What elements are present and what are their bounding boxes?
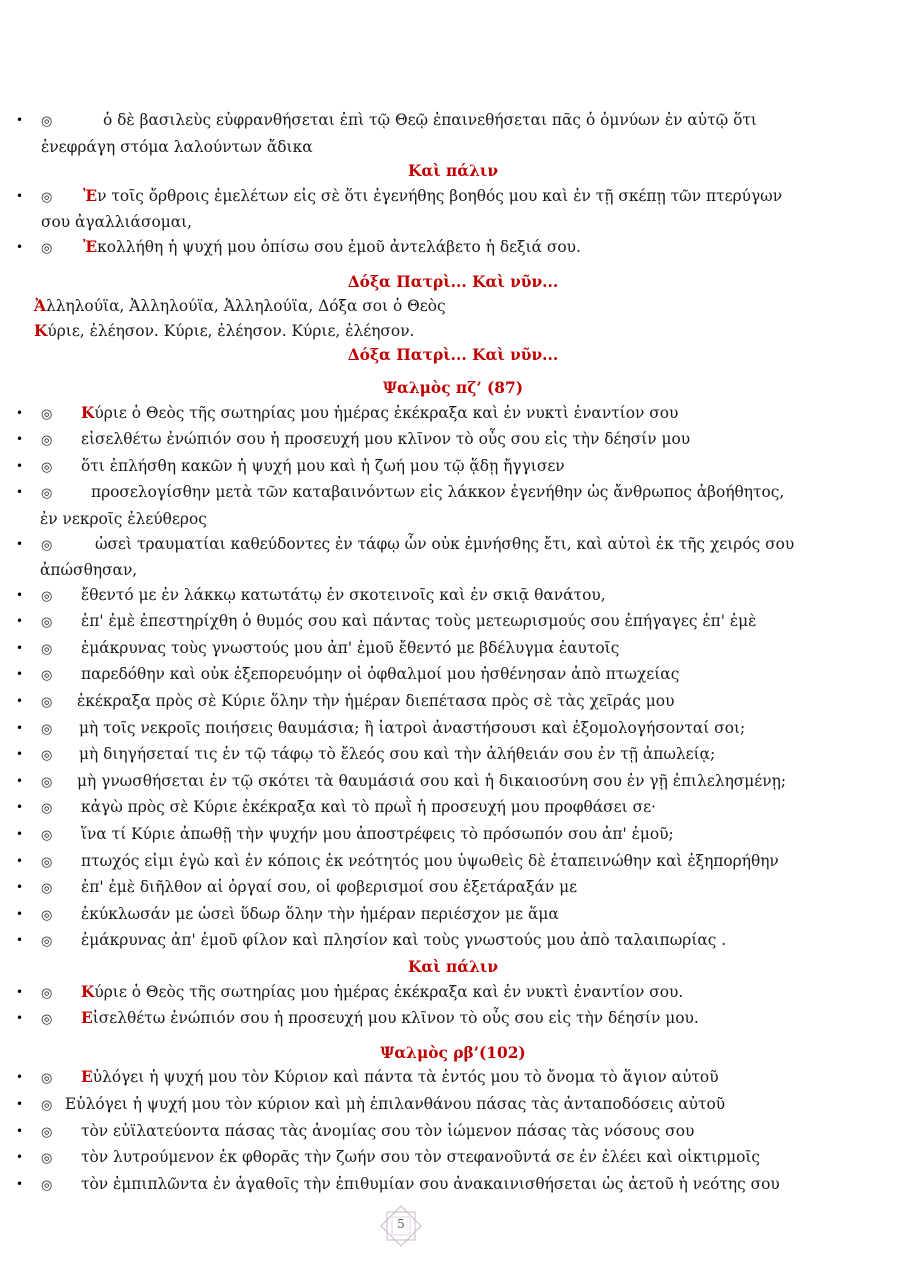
spiral-icon: ◎ [41,1097,53,1113]
drop-letter: Ε [81,1068,93,1087]
verse-text: ἐκέκραξα πρὸς σὲ Κύριε ὅλην τὴν ἡμέραν διεπέτασα πρὸς σὲ τὰς χεῖράς μου [77,692,675,711]
verse-line [0,742,906,769]
verse-text: τὸν ἐμπιπλῶντα ἐν ἀγαθοῖς τὴν ἐπιθυμίαν σου ἀνακαινισθήσεται ὡς ἀετοῦ ἡ νεότης σου [81,1174,780,1193]
verse-line [0,875,906,902]
bullet-icon: • [16,747,24,762]
spiral-icon: ◎ [41,114,53,129]
verse-text: μὴ γνωσθήσεται ἐν τῷ σκότει τὰ θαυμάσιά σου καὶ ἡ δικαιοσύνη σου ἐν γῇ ἐπιλελησμένῃ; [77,771,787,790]
verse-line [0,636,906,663]
verse-text: ἰσελθέτω ἐνώπιόν σου ἡ προσευχή μου κλῖνον τὸ οὖς σου εἰς τὴν δέησίν μου. [92,1009,699,1028]
verse-text: ὐλόγει ἡ ψυχή μου τὸν Κύριον καὶ πάντα τὰ ἐντός μου τὸ ὄνομα τὸ ἅγιον αὐτοῦ [92,1068,719,1087]
verse-text: ύριε ὁ Θεὸς τῆς σωτηρίας μου ἡμέρας ἐκέκραξα καὶ ἐν νυκτὶ ἐναντίον σου. [94,982,684,1001]
spiral-icon: ◎ [41,1177,53,1193]
verse-line [0,662,906,689]
verse-line [0,849,906,876]
verse-line [0,583,906,610]
verse-line [0,1092,906,1119]
bullet-icon: • [16,773,24,788]
spiral-icon: ◎ [41,1071,53,1087]
rubric-kai-palin: Καὶ πάλιν [407,958,499,976]
bullet-icon: • [16,694,24,709]
verse-text: ἐπ' ἐμὲ διῆλθον αἱ ὀργαί σου, οἱ φοβερισμοί σου ἐξετάραξάν με [81,878,578,897]
rubric-doxa-patri: Δόξα Πατρὶ... Καὶ νῦν... [347,272,559,291]
bullet-icon: • [16,1070,24,1085]
spiral-icon: ◎ [41,774,53,790]
verse-line [0,401,906,428]
verse-text: πτωχός εἰμι ἐγὼ καὶ ἐν κόποις ἐκ νεότητός μου ὑψωθεὶς δὲ ἐταπεινώθην καὶ ἐξηπορήθην [81,851,779,870]
verse-text: μὴ τοῖς νεκροῖς ποιήσεις θαυμάσια; ἢ ἰατροὶ ἀναστήσουσι καὶ ἐξομολογήσονταί σοι; [79,718,746,737]
spiral-icon: ◎ [41,748,53,764]
spiral-icon: ◎ [41,486,53,502]
verse-continuation: ἐν νεκροῖς ἐλεύθερος [40,509,207,528]
bullet-icon: • [16,587,24,602]
verse-text: ἐπ' ἐμὲ ἐπεστηρίχθη ὁ θυμός σου καὶ πάντας τοὺς μετεωρισμούς σου ἐπήγαγες ἐπ' ἐμὲ [81,612,757,631]
verse-line [0,928,906,955]
kyrie-eleison-line [0,319,906,344]
verse-line [0,532,906,583]
spiral-icon: ◎ [41,985,53,1001]
document-page [0,108,906,1198]
verse-continuation: σου ἀγαλλιάσομαι, [41,213,193,232]
bullet-icon: • [16,1011,24,1026]
spiral-icon: ◎ [41,189,53,205]
drop-letter: Ἀ [34,297,46,316]
bullet-icon: • [16,405,24,420]
verse-line [0,716,906,743]
spiral-icon: ◎ [41,1012,53,1028]
drop-letter: Ἐ [83,237,98,256]
verse-text: κολλήθη ἡ ψυχή μου ὀπίσω σου ἐμοῦ ἀντελάβετο ἡ δεξιά σου. [97,237,581,256]
verse-text: τὸν εὐϊλατεύοντα πάσας τὰς ἀνομίας σου τὸν ἰώμενον πάσας τὰς νόσους σου [81,1121,695,1140]
spiral-icon: ◎ [41,588,53,604]
drop-letter: Κ [34,321,48,340]
alleluia-line [0,294,906,319]
verse-text: ὡσεὶ τραυματίαι καθεύδοντες ἐν τάφῳ ὧν οὐκ ἐμνήσθης ἔτι, καὶ αὐτοὶ ἐκ τῆς χειρός σου [95,534,795,553]
spiral-icon: ◎ [41,641,53,657]
verse-text: ἔθεντό με ἐν λάκκῳ κατωτάτῳ ἐν σκοτεινοῖς καὶ ἐν σκιᾷ θανάτου, [81,585,606,604]
verse-line [0,1172,906,1199]
verse-line [0,1065,906,1092]
verse-text: κἀγὼ πρὸς σὲ Κύριε ἐκέκραξα καὶ τὸ πρωῒ ἡ προσευχή μου προφθάσει σε· [81,798,656,817]
verse-list-kyrie-o-theos [0,980,906,1033]
spiral-icon: ◎ [41,459,53,475]
verse-text: ἐμάκρυνας τοὺς γνωστούς μου ἀπ' ἐμοῦ ἔθεντό με βδέλυγμα ἑαυτοῖς [81,638,620,657]
bullet-icon: • [16,880,24,895]
verse-line [0,609,906,636]
bullet-icon: • [16,485,24,500]
verse-line [0,1145,906,1172]
verse-text: ἵνα τί Κύριε ἀπωθῇ τὴν ψυχήν μου ἀποστρέφεις τὸ πρόσωπόν σου ἀπ' ἐμοῦ; [81,825,674,844]
spiral-icon: ◎ [41,934,53,950]
spiral-icon: ◎ [41,406,53,422]
drop-letter: Ε [81,1009,93,1028]
bullet-icon: • [16,827,24,842]
alleluia-text: λληλούϊα, Ἀλληλούϊα, Ἀλληλούϊα, Δόξα σοι ὁ Θεὸς [45,297,446,316]
verse-line [0,454,906,481]
spiral-icon: ◎ [41,433,53,449]
spiral-icon: ◎ [41,854,53,870]
verse-list-en-tois-orthrois [0,184,906,262]
spiral-icon: ◎ [41,1151,53,1167]
verse-text: ὁ δὲ βασιλεὺς εὐφρανθήσεται ἐπὶ τῷ Θεῷ ἐπαινεθήσεται πᾶς ὁ ὀμνύων ἐν αὐτῷ ὅτι [103,111,757,129]
verse-line [0,902,906,929]
spiral-icon: ◎ [41,695,53,711]
bullet-icon: • [16,853,24,868]
drop-letter: Κ [81,403,95,422]
spiral-icon: ◎ [41,801,53,817]
kyrie-text: ύριε, ἐλέησον. Κύριε, ἐλέησον. Κύριε, ἐλέησον. [47,321,415,340]
verse-line [0,822,906,849]
bullet-icon: • [16,614,24,629]
verse-text: ν τοῖς ὄρθροις ἐμελέτων εἰς σὲ ὅτι ἐγενήθης βοηθός μου καὶ ἐν τῇ σκέπῃ τῶν πτερύγων [97,186,783,205]
bullet-icon: • [16,432,24,447]
bullet-icon: • [16,667,24,682]
verse-text: τὸν λυτρούμενον ἐκ φθορᾶς τὴν ζωήν σου τὸν στεφανοῦντά σε ἐν ἐλέει καὶ οἰκτιρμοῖς [81,1148,761,1167]
psalm-102-title: Ψαλμὸς ρβ’(102) [380,1043,526,1062]
bullet-icon: • [16,1150,24,1165]
spiral-icon: ◎ [41,828,53,844]
bullet-icon: • [16,984,24,999]
spiral-icon: ◎ [41,881,53,897]
spiral-icon: ◎ [41,240,53,256]
spiral-icon: ◎ [41,537,53,553]
bullet-icon: • [16,933,24,948]
verse-line [0,108,906,159]
bullet-icon: • [16,640,24,655]
verse-line [0,1006,906,1033]
verse-line [0,689,906,716]
verse-line [0,235,906,262]
verse-line [0,795,906,822]
bullet-icon: • [16,458,24,473]
drop-letter: Ἐ [83,186,98,205]
bullet-icon: • [16,239,24,254]
spiral-icon: ◎ [41,615,53,631]
verse-text: ἐκύκλωσάν με ὡσεὶ ὕδωρ ὅλην τὴν ἡμέραν περιέσχον με ἅμα [81,904,559,923]
verse-text: προσελογίσθην μετὰ τῶν καταβαινόντων εἰς λάκκον ἐγενήθην ὡς ἄνθρωπος ἀβοήθητος, [91,483,785,502]
drop-letter: Κ [81,982,95,1001]
verse-list-opening [0,108,906,159]
bullet-icon: • [16,188,24,203]
bullet-icon: • [16,720,24,735]
bullet-icon: • [16,800,24,815]
verse-line [0,427,906,454]
spiral-icon: ◎ [41,721,53,737]
bullet-icon: • [16,906,24,921]
rubric-doxa-patri: Δόξα Πατρὶ... Καὶ νῦν... [347,346,559,365]
verse-line [0,480,906,531]
bullet-icon: • [16,113,24,127]
page-number-ornament [379,1204,423,1248]
bullet-icon: • [16,1096,24,1111]
verse-text: παρεδόθην καὶ οὐκ ἐξεπορευόμην οἱ ὀφθαλμοί μου ἠσθένησαν ἀπὸ πτωχείας [81,665,680,684]
verse-text: ὅτι ἐπλήσθη κακῶν ἡ ψυχή μου καὶ ἡ ζωή μου τῷ ᾅδῃ ἤγγισεν [81,456,565,475]
verse-line [0,769,906,796]
verse-text: ἐμάκρυνας ἀπ' ἐμοῦ φίλον καὶ πλησίον καὶ τοὺς γνωστούς μου ἀπὸ ταλαιπωρίας . [81,931,727,950]
bullet-icon: • [16,536,24,551]
verse-text: Εὐλόγει ἡ ψυχή μου τὸν κύριον καὶ μὴ ἐπιλανθάνου πάσας τὰς ἀνταποδόσεις αὐτοῦ [65,1094,726,1113]
verse-list-psalm-102 [0,1065,906,1198]
rubric-kai-palin: Καὶ πάλιν [407,162,499,181]
page-number: 5 [397,1217,405,1231]
verse-text: ύριε ὁ Θεὸς τῆς σωτηρίας μου ἡμέρας ἐκέκραξα καὶ ἐν νυκτὶ ἐναντίον σου [94,403,679,422]
verse-continuation: ἐνεφράγη στόμα λαλούντων ἄδικα [41,137,313,156]
spiral-icon: ◎ [41,907,53,923]
psalm-87-title: Ψαλμὸς πζ’ (87) [382,378,524,397]
verse-text: εἰσελθέτω ἐνώπιόν σου ἡ προσευχή μου κλῖνον τὸ οὖς σου εἰς τὴν δέησίν μου [81,430,691,449]
verse-list-psalm-87 [0,401,906,955]
verse-line [0,184,906,235]
verse-text: μὴ διηγήσεταί τις ἐν τῷ τάφῳ τὸ ἔλεός σου καὶ τὴν ἀλήθειάν σου ἐν τῇ ἀπωλείᾳ; [79,745,716,764]
bullet-icon: • [16,1123,24,1138]
verse-line [0,1119,906,1146]
spiral-icon: ◎ [41,1124,53,1140]
verse-line [0,980,906,1007]
verse-continuation: ἀπώσθησαν, [40,561,138,580]
spiral-icon: ◎ [41,668,53,684]
bullet-icon: • [16,1176,24,1191]
